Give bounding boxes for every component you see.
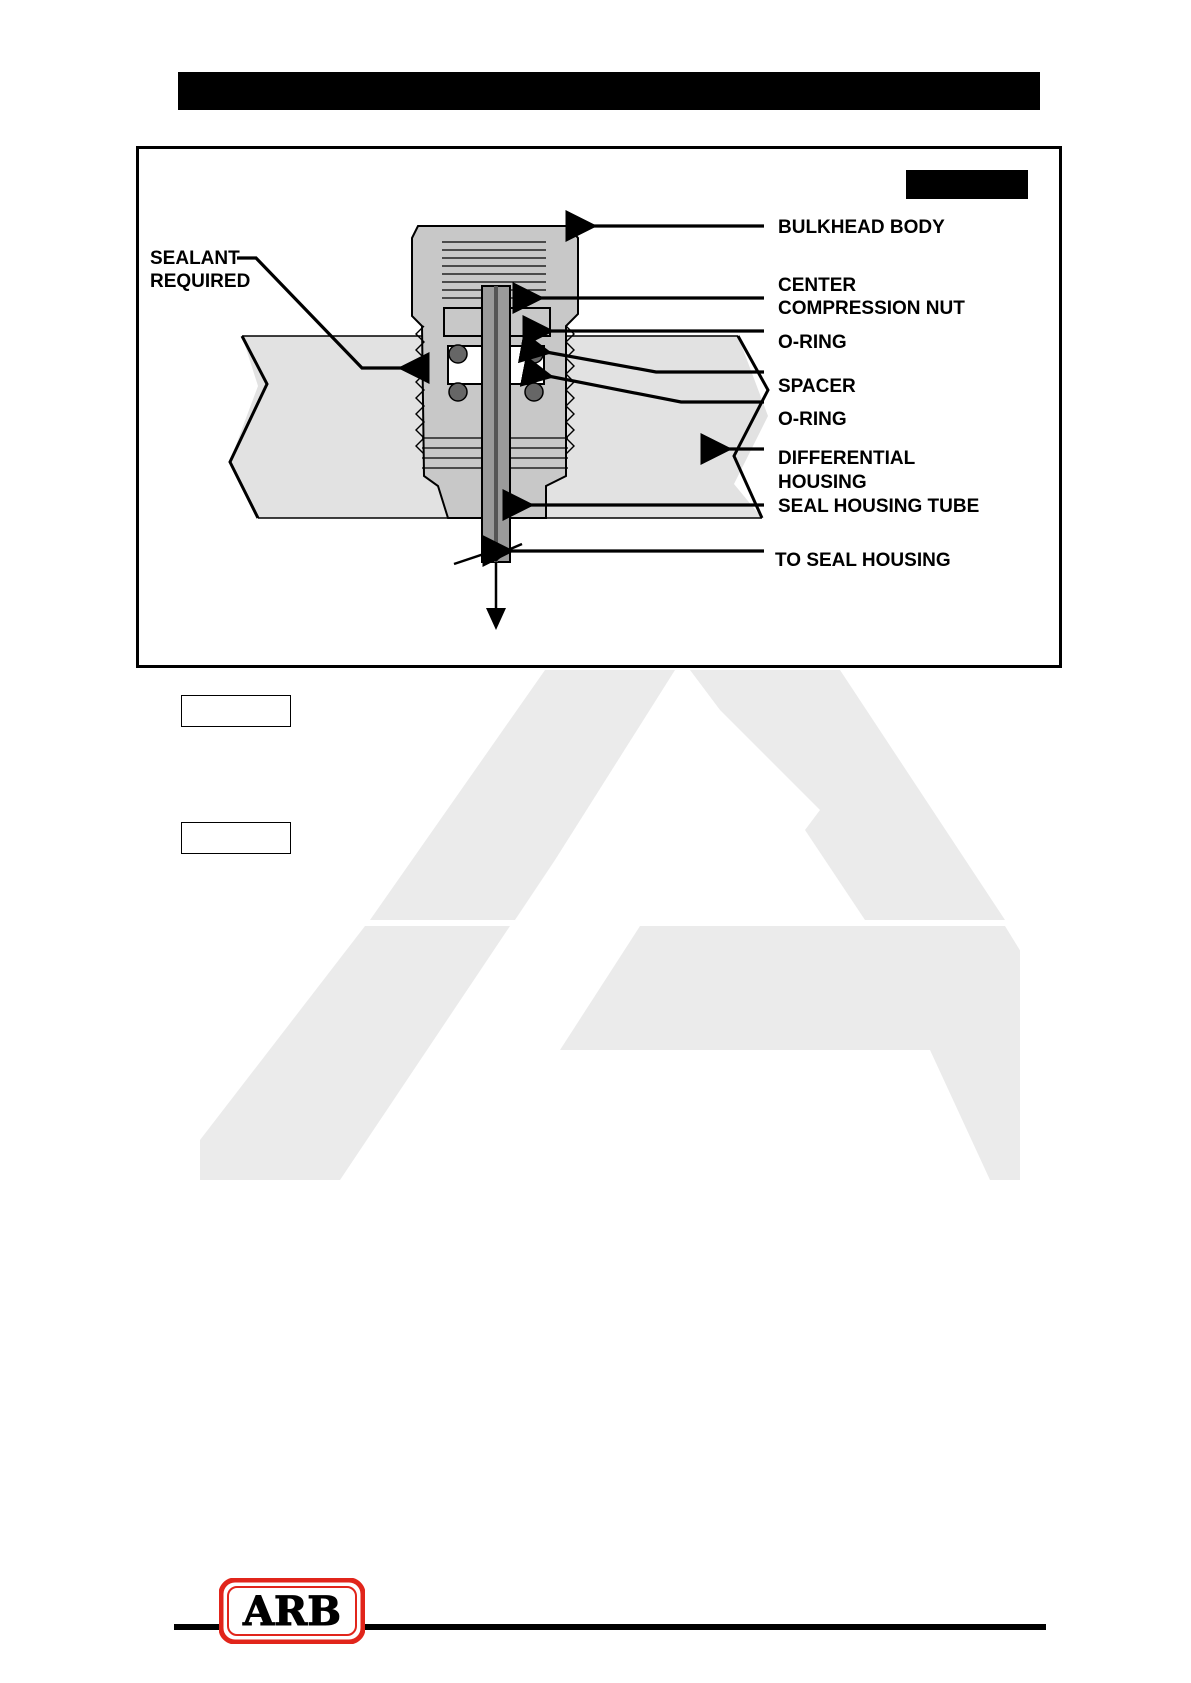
- o-ring-right-top: [525, 345, 543, 363]
- o-ring-left-bottom: [449, 383, 467, 401]
- bulkhead-fitting-diagram: [136, 146, 1062, 668]
- o-ring-right-bottom: [525, 383, 543, 401]
- label-sealant-line1: SEALANT: [150, 248, 240, 269]
- label-housing-line1: DIFFERENTIAL: [778, 448, 916, 469]
- header-bar: [178, 72, 1040, 110]
- label-seal-housing-tube: SEAL HOUSING TUBE: [778, 496, 980, 517]
- label-spacer: SPACER: [778, 376, 856, 397]
- label-center-line1: CENTER: [778, 275, 857, 296]
- arb-logo: [219, 1578, 365, 1644]
- label-center-line2: COMPRESSION NUT: [778, 298, 965, 319]
- label-sealant-line2: REQUIRED: [150, 271, 251, 292]
- label-o-ring-bottom: O-RING: [778, 409, 847, 430]
- note-box-1: [181, 695, 291, 727]
- o-ring-left-top: [449, 345, 467, 363]
- logo-text: ARB: [242, 1588, 342, 1635]
- label-to-seal-housing: TO SEAL HOUSING: [775, 550, 951, 571]
- label-housing-line2: HOUSING: [778, 472, 867, 493]
- watermark-logo: [200, 670, 1020, 1190]
- label-o-ring-top: O-RING: [778, 332, 847, 353]
- note-box-2: [181, 822, 291, 854]
- label-bulkhead-body: BULKHEAD BODY: [778, 217, 945, 238]
- flow-arrowhead: [486, 608, 506, 630]
